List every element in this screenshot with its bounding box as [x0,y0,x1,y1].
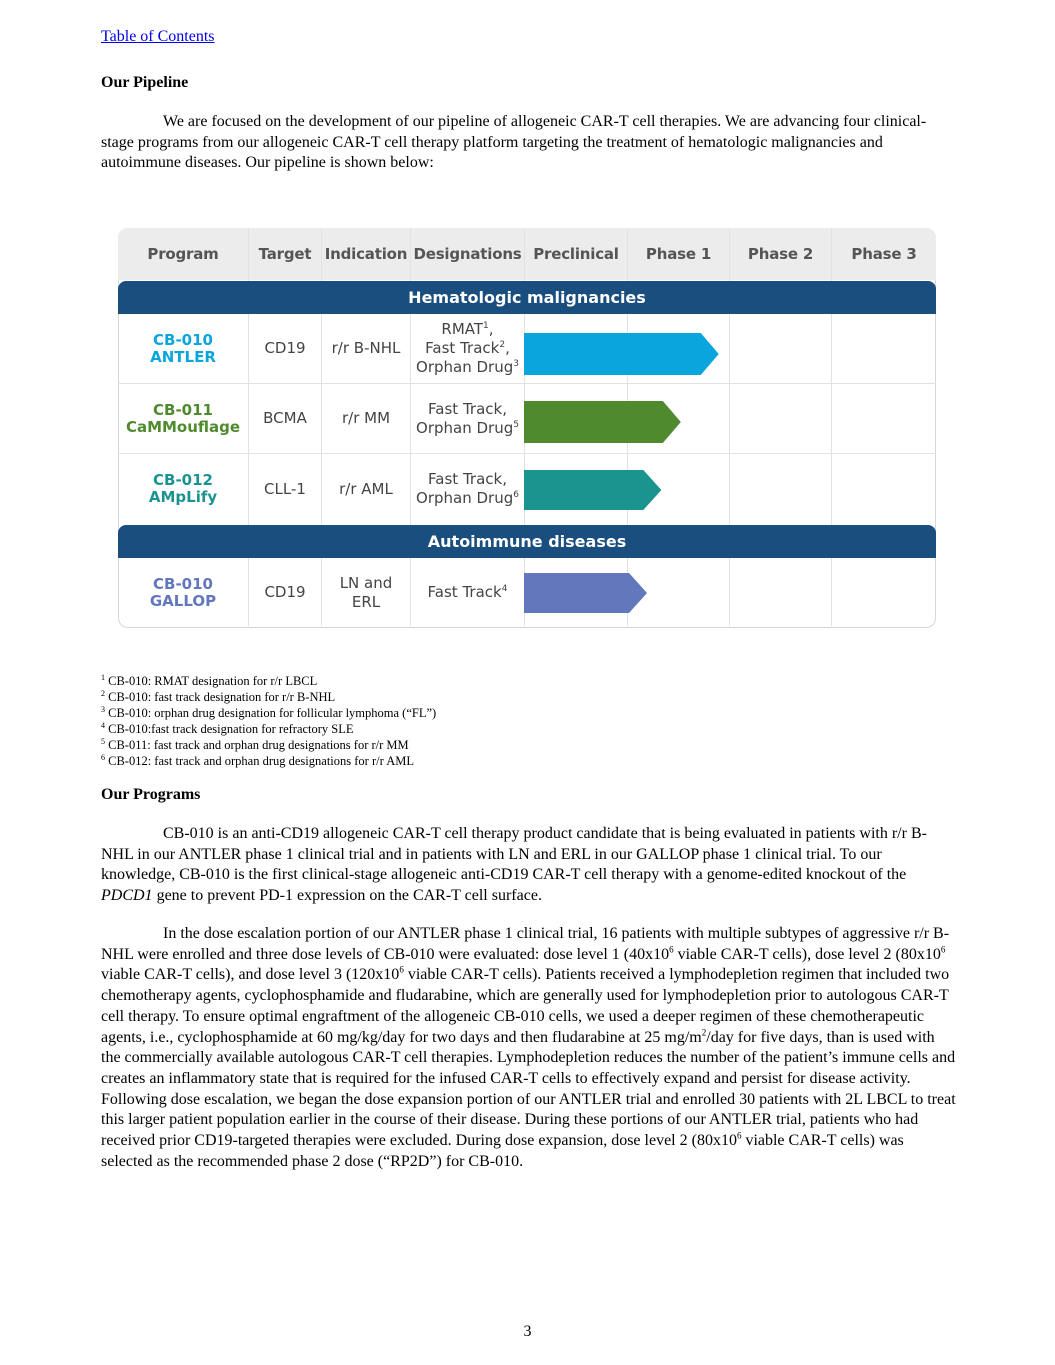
indication-line: ERL [351,592,381,611]
footnote: $^3$ CB-010: orphan drug designation for follicular lymphoma (“FL”) [101,704,437,720]
program-name: AMpLify [148,488,218,506]
footnote: $^6$ CB-012: fast track and orphan drug designations for r/r AML [101,752,414,768]
progress-arrow-shape [524,470,661,510]
target-cell: CD19 [264,339,306,357]
programs-paragraph-1-text: CB-010 is an anti-CD19 allogeneic CAR-T cell therapy product candidate that is being evaluated in patients with r/r B-NHL in our ANTLER phase 1 clinical trial and in patients with LN and ERL in our GALLOP phase 1 clinical trial. To our knowledge, CB-010 is the first clinical-stage allogeneic anti-CD19 CAR-T cell therapy with a genome-edited knockout of the PDCD1 gene to prevent PD-1 expression on the CAR-T cell surface. [101,825,927,905]
programs-paragraph-1 [101,824,956,907]
designation-line: Orphan Drug$^3$ [416,358,519,376]
indication-cell: r/r B-NHL [331,339,401,357]
header-phase-1: Phase 1 [628,228,729,280]
header-program: Program [118,228,248,280]
program-name: ANTLER [150,347,216,366]
header-target: Target [249,228,321,280]
footnote: $^2$ CB-010: fast track designation for r/r B-NHL [101,688,336,704]
table-of-contents-link[interactable]: Table of Contents [101,28,215,45]
section-band-hematologic: Hematologic malignancies [118,281,936,314]
page-number: 3 [523,1323,532,1340]
program-cell [118,454,248,524]
indication-line: LN and [339,573,393,592]
progress-arrow-row-3 [524,573,724,615]
header-designations: Designations [411,228,524,280]
pipeline-intro-paragraph [101,112,956,174]
indication-cell [322,559,410,626]
target-cell: BCMA [263,409,307,427]
designation-line: RMAT$^1$, [441,320,494,338]
pipeline-table [118,228,936,628]
footnotes [101,673,436,769]
footnote: $^5$ CB-011: fast track and orphan drug designations for r/r MM [101,736,409,752]
designation-line: Fast Track, [428,399,507,418]
pipeline-heading: Our Pipeline [101,74,189,91]
progress-arrow-shape [524,401,681,443]
programs-paragraph-2 [101,924,956,1172]
programs-paragraph-2-text: In the dose escalation portion of our ANTLER phase 1 clinical trial, 16 patients with multiple subtypes of aggressive r/r B-NHL were enrolled and three dose levels of CB-010 were evaluated: dose level 1 ($40x10^6$ viable CAR-T cells), dose level 2 ($80x10^6$ viable CAR-T cells), and dose level 3 ($120x10^6$ viable CAR-T cells). Patients received a lymphodepletion regimen that included two chemotherapy agents, cyclophosphamide and fludarabine, which are generally used for lymphodepletion prior to autologous CAR-T cell therapy. To ensure optimal engraftment of the allogeneic CB-010 cells, we used a deeper regimen of these chemotherapeutic agents, i.e., cyclophosphamide at 60 mg/kg/day for two days and then fludarabine at 25 $mg/m^2$/day for five days, than is used with the commercially available autologous CAR-T cell therapies. Lymphodepletion reduces the number of the patient’s immune cells and creates an inflammatory state that is required for the infused CAR-T cells to effectively expand and persist for disease activity. Following dose escalation, we began the dose expansion portion of our ANTLER trial and enrolled 30 patients with 2L LBCL to treat this larger patient population earlier in the course of their disease. During these portions of our ANTLER trial, patients who had received prior CD19-targeted therapies were excluded. During dose expansion, dose level 2 ($80x10^6$ viable CAR-T cells) was selected as the recommended phase 2 dose (“RP2D”) for CB-010. [101,925,956,1170]
designation-line: Fast Track$^2$, [425,339,510,357]
program-code: CB-010 [153,330,213,349]
program-code: CB-010 [153,574,213,593]
program-name: GALLOP [149,591,217,610]
designation-line: Fast Track, [428,470,507,488]
designation-line: Orphan Drug$^5$ [416,418,519,437]
program-cell [118,314,248,383]
designation-line: Fast Track$^4$ [427,583,508,601]
header-phase-2: Phase 2 [730,228,831,280]
progress-arrow-row-2 [524,470,724,512]
program-cell [118,559,248,626]
program-code: CB-011 [153,400,213,419]
footnote: $^1$ CB-010: RMAT designation for r/r LBCL [101,672,318,688]
section-band-autoimmune: Autoimmune diseases [118,525,936,558]
pipeline-intro-text: We are focused on the development of our pipeline of allogeneic CAR-T cell therapies. We are advancing four clinical-stage programs from our allogeneic CAR-T cell therapy platform targeting the treatment of hematologic malignancies and autoimmune diseases. Our pipeline is shown below: [101,113,927,172]
program-code: CB-012 [153,471,213,489]
indication-cell: r/r MM [341,409,391,427]
progress-arrow-row-1 [524,401,724,443]
designations-cell [411,559,524,626]
target-cell: CD19 [264,583,306,601]
designations-cell [411,384,524,453]
programs-heading: Our Programs [101,786,201,803]
progress-arrow-shape [524,573,647,613]
progress-arrow-shape [524,333,719,375]
header-preclinical: Preclinical [525,228,627,280]
indication-cell: r/r AML [339,479,393,498]
header-phase-3: Phase 3 [832,228,936,280]
designation-line: Orphan Drug$^6$ [416,489,519,507]
program-name: CaMMouflage [125,417,241,436]
header-indication: Indication [322,228,410,280]
designations-cell [411,314,524,383]
footnote: $^4$ CB-010:fast track designation for refractory SLE [101,720,354,736]
designations-cell [411,454,524,524]
target-cell: CLL-1 [264,479,306,498]
program-cell [118,384,248,453]
progress-arrow-row-0 [524,333,724,375]
